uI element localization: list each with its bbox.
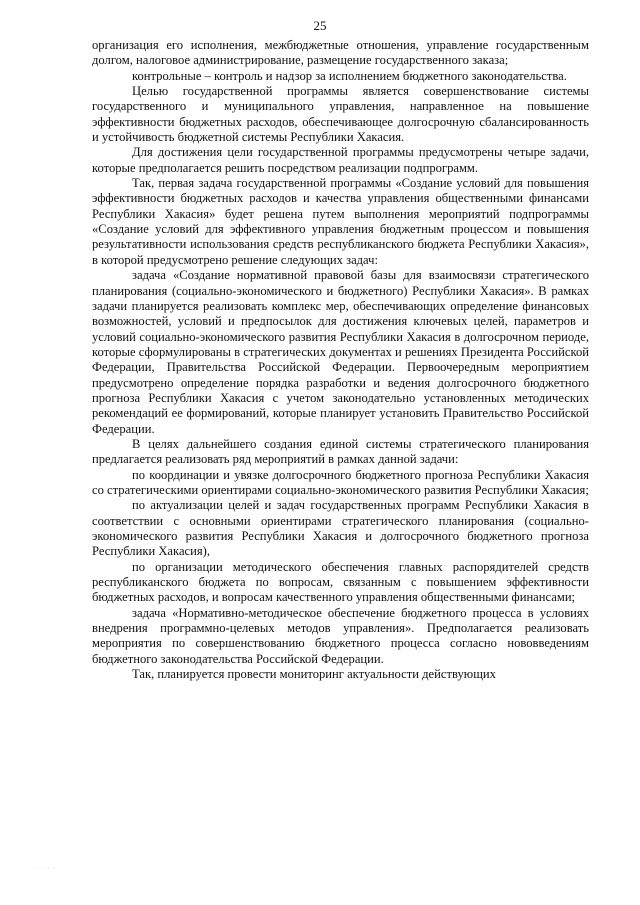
scan-artifact-mark: · · · ·	[36, 865, 57, 872]
paragraph: Для достижения цели государственной программы предусмотрены четыре задачи, которые предполагается решить посредством реализации подпрограмм.	[92, 145, 589, 175]
paragraph: по координации и увязке долгосрочного бюджетного прогноза Республики Хакасия со стратегическими ориентирами социально-экономического развития Республики Хакасия;	[92, 467, 589, 497]
paragraph: задача «Создание нормативной правовой базы для взаимосвязи стратегического планирования (социально-экономического и бюджетного) Республики Хакасия». В рамках задачи планируется реализовать комплекс мер, обеспечивающих определение финансовых возможностей, условий и предпосылок для достижения ключевых целей, параметров и условий социально-экономического развития Республики Хакасия в долгосрочном периоде, которые сформулированы в стратегических документах и решениях Президента Российской Федерации, Правительства Российской Федерации. Первоочередным мероприятием предусмотрено определение порядка разработки и ведения долгосрочного бюджетного прогноза Республики Хакасия с учетом законодательно установленных методических рекомендаций ее формирований, которые планирует установить Правительство Российской Федерации.	[92, 268, 589, 436]
paragraph: по актуализации целей и задач государственных программ Республики Хакасия в соответствии с основными ориентирами стратегического планирования (социально-экономического развития Республики Хакасия и долгосрочного бюджетного прогноза Республики Хакасия),	[92, 498, 589, 559]
paragraph: Так, планируется провести мониторинг актуальности действующих	[132, 667, 496, 682]
paragraph: Целью государственной программы является совершенствование системы государственного и муниципального управления, направленное на повышение эффективности бюджетных расходов, обеспечивающее долгосрочную сбалансированность и устойчивость бюджетной системы Республики Хакасия.	[92, 84, 589, 145]
paragraph: В целях дальнейшего создания единой системы стратегического планирования предлагается реализовать ряд мероприятий в рамках данной задачи:	[92, 436, 589, 467]
paragraph: контрольные – контроль и надзор за исполнением бюджетного законодательства.	[132, 68, 567, 83]
paragraph: организация его исполнения, межбюджетные отношения, управление государственным долгом, налоговое администрирование, размещение государственного заказа;	[92, 38, 589, 68]
document-body	[92, 38, 589, 682]
page-number: 25	[313, 18, 327, 33]
paragraph: Так, первая задача государственной программы «Создание условий для повышения эффективности бюджетных расходов и качества управления общественными финансами Республики Хакасия» будет решена путем выполнения мероприятий подпрограммы «Создание условий для эффективного управления бюджетным процессом и повышения результативности использования средств республиканского бюджета Республики Хакасия», в которой предусмотрено решение следующих задач:	[92, 176, 589, 267]
paragraph: по организации методического обеспечения главных распорядителей средств республиканского бюджета по вопросам, связанным с повышением эффективности бюджетных расходов, и вопросам качественного управления общественными финансами;	[92, 559, 589, 605]
paragraph: задача «Нормативно-методическое обеспечение бюджетного процесса в условиях внедрения программно-целевых методов управления». Предполагается реализовать мероприятия по совершенствованию бюджетного процесса согласно нововведениям бюджетного законодательства Российской Федерации.	[92, 605, 589, 666]
